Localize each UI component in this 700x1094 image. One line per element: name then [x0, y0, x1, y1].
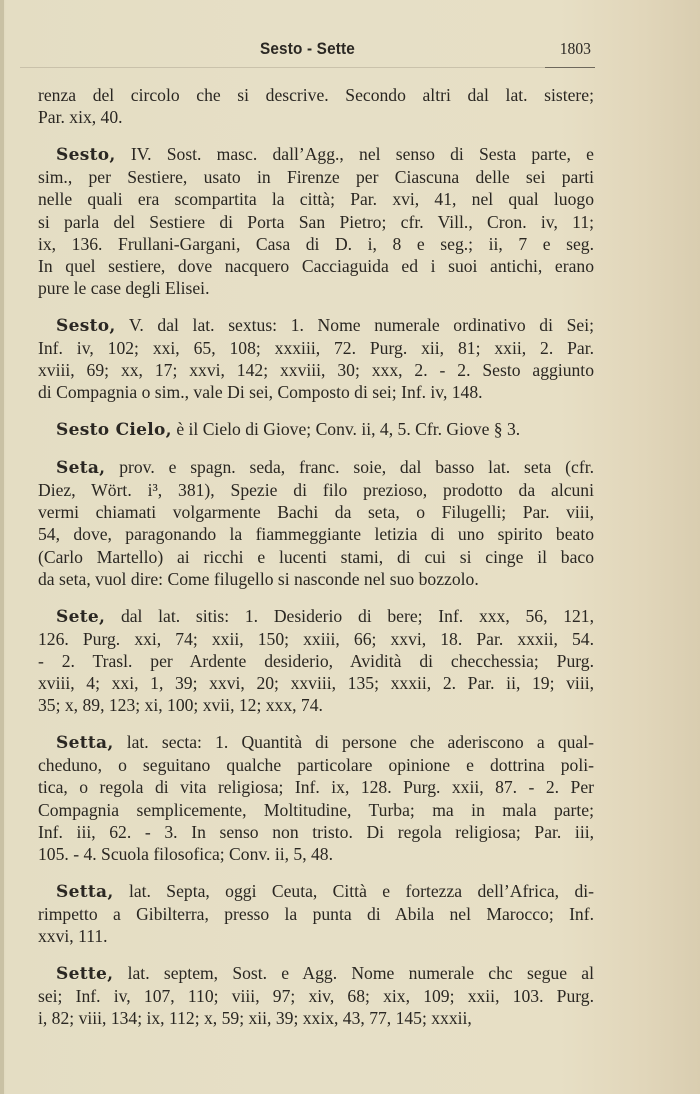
line-text: Par. xix, 40.	[38, 107, 123, 128]
entry-line	[20, 523, 594, 545]
entry-line	[20, 799, 594, 821]
line-text: di Compagnia o sim., vale Di sei, Composto di sei; Inf. iv, 148.	[38, 382, 483, 403]
entry-line	[20, 501, 594, 523]
dictionary-entry-seta	[20, 456, 594, 590]
dictionary-entry-sesto-v	[20, 314, 594, 404]
entry-line	[20, 672, 594, 694]
line-text: ix, 136. Frullani-Gargani, Casa di D. i, 8 e seg.; ii, 7 e seg.	[38, 233, 594, 254]
entry-line	[20, 731, 594, 754]
line-text: 126. Purg. xxi, 74; xxii, 150; xxiii, 66; xxvi, 18. Par. xxxii, 54.	[38, 628, 594, 649]
line-text: 105. - 4. Scuola filosofica; Conv. ii, 5, 48.	[38, 844, 333, 865]
entry-line	[20, 479, 594, 501]
line-text: Diez, Wört. i³, 381), Spezie di filo prezioso, prodotto da alcuni	[38, 480, 594, 501]
entry-line	[20, 925, 594, 947]
entry-line	[20, 776, 594, 798]
line-text: Inf. iv, 102; xxi, 65, 108; xxxiii, 72. Purg. xii, 81; xxii, 2. Par.	[38, 338, 594, 359]
entry-line	[20, 314, 594, 337]
line-text: si parla del Sestiere di Porta San Pietro; cfr. Vill., Cron. iv, 11;	[38, 211, 594, 232]
entry-line	[20, 456, 594, 479]
line-text: tica, o regola di vita religiosa; Inf. ix, 128. Purg. xxii, 87. - 2. Per	[38, 777, 594, 798]
entry-line	[20, 255, 594, 277]
page-header	[20, 36, 595, 66]
entry-line	[20, 568, 594, 590]
line-text: rimpetto a Gibilterra, presso la punta di Abila nel Marocco; Inf.	[38, 904, 594, 924]
entry-line	[20, 754, 594, 776]
line-text: lat. Septa, oggi Ceuta, Città e fortezza dell’Africa, di-	[128, 880, 594, 901]
entry-line	[20, 188, 594, 210]
entry-line	[20, 605, 594, 628]
dictionary-entry-sete	[20, 605, 594, 717]
entry-line	[20, 962, 594, 985]
line-text: 54, dove, paragonando la fiammeggiante letizia di uno spirito beato	[38, 524, 594, 545]
entry-line	[20, 84, 594, 106]
header-rule	[20, 67, 595, 68]
entry-line	[20, 650, 594, 672]
dictionary-entry-setta-1	[20, 731, 594, 865]
line-text: IV. Sost. masc. dall’Agg., nel senso di Sesta parte, e	[130, 143, 594, 164]
entry-line	[20, 337, 594, 359]
line-text: Compagnia semplicemente, Moltitudine, Turba; ma in mala parte;	[38, 799, 594, 820]
entry-line	[20, 546, 594, 568]
line-text: In quel sestiere, dove nacquero Cacciaguida ed i suoi antichi, erano	[38, 255, 594, 276]
line-text: V. dal lat. sextus: 1. Nome numerale ordinativo di Sei;	[128, 314, 594, 335]
line-text: prov. e spagn. seda, franc. soie, dal basso lat. seta (cfr.	[119, 456, 594, 477]
page-number-rule	[545, 67, 595, 68]
dictionary-entry-sesto-iv	[20, 143, 594, 299]
line-text: xviii, 4; xxi, 1, 39; xxvi, 20; xxviii, 135; xxxii, 2. Par. ii, 19; viii,	[38, 673, 594, 694]
entry-line	[20, 1007, 594, 1029]
line-text: xxvi, 111.	[38, 926, 108, 947]
entry-line	[20, 694, 594, 716]
line-text: Inf. iii, 62. - 3. In senso non tristo. Di regola religiosa; Par. iii,	[38, 821, 594, 842]
entry-line	[20, 628, 594, 650]
line-text: è il Cielo di Giove; Conv. ii, 4, 5. Cfr. Giove § 3.	[176, 419, 521, 440]
entry-line	[20, 880, 594, 903]
entry-line	[20, 359, 594, 381]
line-text: vermi chiamati volgarmente Bachi da seta, o Filugelli; Par. viii,	[38, 502, 594, 523]
line-text: nelle quali era scompartita la città; Par. xvi, 41, nel qual luogo	[38, 189, 594, 210]
line-text: cheduno, o seguitano qualche particolare opinione e dottrina poli-	[38, 755, 594, 776]
line-text: renza del circolo che si descrive. Secondo altri dal lat. sistere;	[38, 85, 594, 105]
headword: Sette,	[56, 963, 114, 984]
line-text: da seta, vuol dire: Come filugello si nasconde nel suo bozzolo.	[38, 568, 479, 589]
headword: Sete,	[56, 606, 106, 627]
entry-line	[20, 143, 594, 166]
headword: Setta,	[56, 733, 114, 754]
dictionary-entry-continuation	[20, 84, 594, 128]
line-text: lat. septem, Sost. e Agg. Nome numerale chc segue al	[127, 962, 594, 983]
line-text: - 2. Trasl. per Ardente desiderio, Avidità di checchessia; Purg.	[38, 650, 594, 671]
entry-line	[20, 903, 594, 925]
entry-line	[20, 106, 594, 128]
headword: Setta,	[56, 881, 114, 902]
line-text: i, 82; viii, 134; ix, 112; x, 59; xii, 39; xxix, 43, 77, 145; xxxii,	[38, 1008, 472, 1029]
headword: Seta,	[56, 457, 106, 478]
entry-line	[20, 418, 594, 441]
headword: Sesto,	[56, 315, 116, 336]
entry-line	[20, 277, 594, 299]
entry-line	[20, 821, 594, 843]
line-text: pure le case degli Elisei.	[38, 278, 210, 299]
entry-line	[20, 381, 594, 403]
entry-line	[20, 211, 594, 233]
dictionary-entry-sesto-cielo	[20, 418, 594, 441]
line-text: xviii, 69; xx, 17; xxvi, 142; xxviii, 30; xxx, 2. - 2. Sesto aggiunto	[38, 360, 594, 381]
entry-line	[20, 985, 594, 1007]
entry-line	[20, 166, 594, 188]
dictionary-entry-setta-2	[20, 880, 594, 948]
running-title: Sesto - Sette	[259, 39, 356, 58]
line-text: sei; Inf. iv, 107, 110; viii, 97; xiv, 68; xix, 109; xxii, 103. Purg.	[38, 986, 594, 1007]
line-text: (Carlo Martello) ai ricchi e lucenti stami, di cui si cinge il baco	[38, 546, 594, 567]
line-text: lat. secta: 1. Quantità di persone che aderiscono a qual-	[126, 732, 594, 753]
entry-line	[20, 843, 594, 865]
entry-line	[20, 233, 594, 255]
page-number: 1803	[559, 39, 591, 58]
dictionary-entry-sette	[20, 962, 594, 1030]
line-text: sim., per Sestiere, usato in Firenze per Ciascuna delle sei parti	[38, 167, 594, 188]
headword: Sesto Cielo,	[56, 420, 172, 441]
page-spine-edge	[0, 0, 4, 1094]
line-text: dal lat. sitis: 1. Desiderio di bere; Inf. xxx, 56, 121,	[120, 605, 594, 626]
headword: Sesto,	[56, 144, 116, 165]
dictionary-body	[20, 84, 594, 1044]
line-text: 35; x, 89, 123; xi, 100; xvii, 12; xxx, 74.	[38, 695, 323, 716]
